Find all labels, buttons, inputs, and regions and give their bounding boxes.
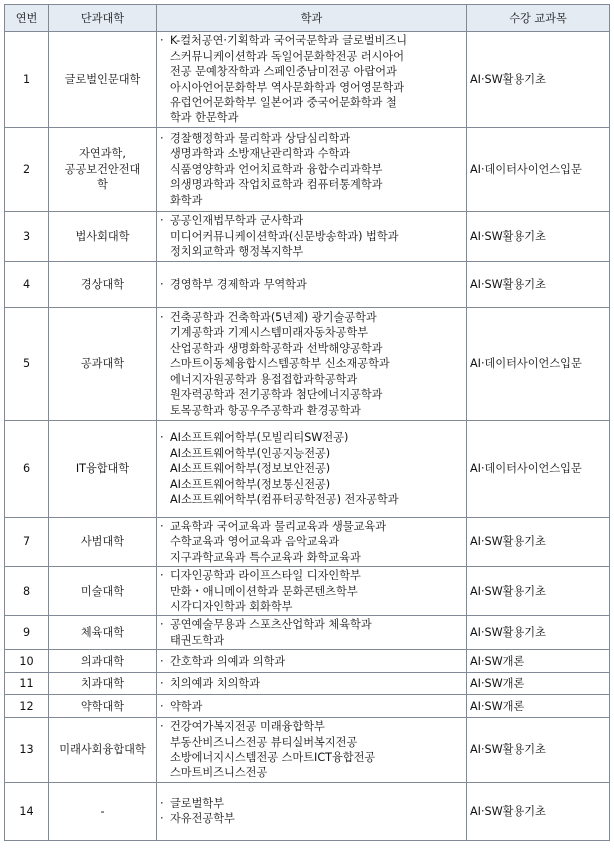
- college-name: 약학대학: [49, 695, 157, 718]
- department-list: [157, 32, 467, 128]
- department-lines: [170, 796, 463, 811]
- department-item: [160, 719, 463, 781]
- department-text: 스마트이동체융합시스템공학부 신소재공학과: [170, 357, 390, 371]
- department-list: [157, 262, 467, 308]
- department-lines: [170, 277, 463, 292]
- department-text: 자유전공학부: [170, 812, 235, 826]
- department-text: 스마트비즈니스전공: [170, 766, 268, 780]
- bullet-mark: ·: [160, 277, 164, 291]
- course-name: AI·SW활용기초: [467, 262, 610, 308]
- course-name: AI·SW활용기초: [467, 718, 610, 783]
- department-text: 지구과학교육과 특수교육과 화학교육과: [170, 550, 361, 564]
- college-name: 체육대학: [49, 616, 157, 650]
- course-name: AI·데이터사이언스입문: [467, 421, 610, 518]
- course-name: AI·데이터사이언스입문: [467, 308, 610, 421]
- college-name: 의과대학: [49, 650, 157, 673]
- row-number: 1: [5, 32, 49, 128]
- table-row: [5, 650, 610, 673]
- department-lines: [170, 719, 463, 781]
- college-name: 글로벌인문대학: [49, 32, 157, 128]
- header-no: 연번: [5, 5, 49, 32]
- department-item: [160, 310, 463, 418]
- department-text: 소방에너지시스템전공 스마트ICT융합전공: [170, 751, 376, 765]
- college-name: -: [49, 782, 157, 840]
- department-item: [160, 617, 463, 648]
- header-course: 수강 교과목: [467, 5, 610, 32]
- college-name: 미래사회융합대학: [49, 718, 157, 783]
- department-text: AI소프트웨어학부(정보통신전공): [170, 477, 331, 491]
- department-text: 식품영양학과 언어치료학과 융합수리과학부: [170, 162, 383, 176]
- department-item: [160, 654, 463, 669]
- department-text: 미디어커뮤니케이션학과(신문방송학과) 법학과: [170, 229, 399, 243]
- row-number: 12: [5, 695, 49, 718]
- bullet-mark: ·: [160, 569, 164, 583]
- department-text: AI소프트웨어학부(정보보안전공): [170, 462, 331, 476]
- row-number: 9: [5, 616, 49, 650]
- department-lines: [170, 654, 463, 669]
- table-row: [5, 212, 610, 262]
- department-text: AI소프트웨어학부(모빌리티SW전공): [170, 431, 349, 445]
- bullet-mark: ·: [160, 654, 164, 668]
- department-text: 아시아언어문화학부 역사문화학과 영어영문학과: [170, 80, 405, 94]
- department-text: 공연예술무용과 스포츠산업학과 체육학과: [170, 618, 372, 632]
- department-lines: [170, 33, 463, 125]
- department-lines: [170, 811, 463, 826]
- department-list: [157, 518, 467, 567]
- department-text: 간호학과 의예과 의학과: [170, 654, 286, 668]
- department-item: [160, 430, 463, 507]
- row-number: 6: [5, 421, 49, 518]
- course-name: AI·SW활용기초: [467, 782, 610, 840]
- department-text: 만화・애니메이션학과 문화콘텐츠학부: [170, 584, 358, 598]
- college-name: IT융합대학: [49, 421, 157, 518]
- curriculum-table: [4, 4, 610, 841]
- row-number: 14: [5, 782, 49, 840]
- row-number: 2: [5, 128, 49, 212]
- department-text: 기계공학과 기계시스템미래자동차공학부: [170, 326, 369, 340]
- department-text: K-컬처공연·기획학과 국어국문학과 글로벌비즈니: [170, 34, 408, 48]
- department-list: [157, 718, 467, 783]
- college-name: 공과대학: [49, 308, 157, 421]
- department-list: [157, 616, 467, 650]
- bullet-mark: ·: [160, 720, 164, 734]
- row-number: 10: [5, 650, 49, 673]
- department-text: AI소프트웨어학부(인공지능전공): [170, 446, 331, 460]
- department-text: 생명과학과 소방재난관리학과 수학과: [170, 147, 351, 161]
- table-row: [5, 616, 610, 650]
- department-text: 공공인재법무학과 군사학과: [170, 214, 304, 228]
- table-row: [5, 518, 610, 567]
- department-text: 교육학과 국어교육과 물리교육과 생물교육과: [170, 520, 387, 533]
- college-name: 경상대학: [49, 262, 157, 308]
- table-row: [5, 128, 610, 212]
- department-list: [157, 421, 467, 518]
- department-text: 유럽언어문화학부 일본어과 중국어문화학과 철: [170, 95, 397, 109]
- college-name: 치과대학: [49, 673, 157, 695]
- department-text: AI소프트웨어학부(컴퓨터공학전공) 전자공학과: [170, 493, 399, 507]
- department-list: [157, 650, 467, 673]
- department-text: 원자력공학과 전기공학과 첨단에너지공학과: [170, 388, 383, 402]
- table-row: [5, 567, 610, 616]
- row-number: 4: [5, 262, 49, 308]
- department-text: 에너지자원공학과 용접접합과학공학과: [170, 372, 358, 386]
- department-text: 태권도학과: [170, 633, 225, 647]
- department-list: [157, 308, 467, 421]
- department-text: 토목공학과 항공우주공학과 환경공학과: [170, 403, 361, 417]
- bullet-mark: ·: [160, 431, 164, 445]
- table-body: [5, 32, 610, 841]
- department-text: 약학과: [170, 699, 203, 713]
- bullet-mark: ·: [160, 618, 164, 632]
- department-list: [157, 212, 467, 262]
- header-row: [5, 5, 610, 32]
- department-text: 치의예과 치의학과: [170, 677, 261, 691]
- college-name: 법사회대학: [49, 212, 157, 262]
- department-lines: [170, 617, 463, 648]
- department-list: [157, 567, 467, 616]
- department-lines: [170, 131, 463, 208]
- bullet-mark: ·: [160, 311, 164, 325]
- department-item: [160, 796, 463, 811]
- course-name: AI·SW활용기초: [467, 567, 610, 616]
- department-item: [160, 131, 463, 208]
- department-item: [160, 33, 463, 125]
- department-text: 경영학부 경제학과 무역학과: [170, 277, 307, 291]
- bullet-mark: ·: [160, 796, 164, 810]
- department-text: 시각디자인학과 회화학부: [170, 600, 293, 614]
- department-text: 디자인공학과 라이프스타일 디자인학부: [170, 569, 361, 583]
- bullet-mark: ·: [160, 699, 164, 713]
- bullet-mark: ·: [160, 520, 164, 533]
- department-item: [160, 519, 463, 565]
- department-item: [160, 699, 463, 714]
- course-name: AI·데이터사이언스입문: [467, 128, 610, 212]
- department-text: 화학과: [170, 193, 203, 207]
- department-text: 건강여가복지전공 미래융합학부: [170, 720, 325, 734]
- row-number: 11: [5, 673, 49, 695]
- course-name: AI·SW활용기초: [467, 212, 610, 262]
- header-college: 단과대학: [49, 5, 157, 32]
- row-number: 8: [5, 567, 49, 616]
- bullet-mark: ·: [160, 812, 164, 826]
- department-list: [157, 128, 467, 212]
- row-number: 7: [5, 518, 49, 567]
- table-row: [5, 421, 610, 518]
- header-department: 학과: [157, 5, 467, 32]
- table-row: [5, 262, 610, 308]
- course-name: AI·SW활용기초: [467, 518, 610, 567]
- department-text: 전공 문예창작학과 스페인중남미전공 아랍어과: [170, 65, 397, 79]
- department-text: 의생명과학과 작업치료학과 컴퓨터통계학과: [170, 178, 383, 192]
- department-text: 수학교육과 영어교육과 음악교육과: [170, 535, 340, 549]
- department-lines: [170, 213, 463, 259]
- row-number: 13: [5, 718, 49, 783]
- department-text: 부동산비즈니스전공 뷰티실버복지전공: [170, 735, 358, 749]
- department-item: [160, 811, 463, 826]
- department-list: [157, 695, 467, 718]
- department-text: 스커뮤니케이션학과 독일어문화학전공 러시아어: [170, 49, 405, 63]
- college-name: 사범대학: [49, 518, 157, 567]
- bullet-mark: ·: [160, 214, 164, 228]
- department-item: [160, 568, 463, 614]
- college-name: 자연과학, 공공보건안전대 학: [49, 128, 157, 212]
- department-text: 건축공학과 건축학과(5년제) 광기술공학과: [170, 311, 377, 325]
- department-lines: [170, 430, 463, 507]
- table-row: [5, 308, 610, 421]
- department-lines: [170, 568, 463, 614]
- department-lines: [170, 310, 463, 418]
- department-lines: [170, 519, 463, 565]
- bullet-mark: ·: [160, 34, 164, 48]
- department-item: [160, 213, 463, 259]
- row-number: 5: [5, 308, 49, 421]
- table-row: [5, 695, 610, 718]
- course-name: AI·SW개론: [467, 650, 610, 673]
- department-text: 산업공학과 생명화학공학과 선박해양공학과: [170, 341, 383, 355]
- department-text: 경찰행정학과 물리학과 상담심리학과: [170, 131, 351, 145]
- department-item: [160, 277, 463, 292]
- department-lines: [170, 676, 463, 691]
- department-text: 학과 한문학과: [170, 111, 239, 125]
- bullet-mark: ·: [160, 131, 164, 145]
- table-row: [5, 718, 610, 783]
- bullet-mark: ·: [160, 677, 164, 691]
- table-row: [5, 782, 610, 840]
- course-name: AI·SW활용기초: [467, 616, 610, 650]
- course-name: AI·SW개론: [467, 673, 610, 695]
- college-name: 미술대학: [49, 567, 157, 616]
- department-lines: [170, 699, 463, 714]
- table-row: [5, 673, 610, 695]
- department-text: 글로벌학부: [170, 796, 225, 810]
- row-number: 3: [5, 212, 49, 262]
- department-list: [157, 782, 467, 840]
- course-name: AI·SW활용기초: [467, 32, 610, 128]
- department-item: [160, 676, 463, 691]
- department-text: 정치외교학과 행정복지학부: [170, 245, 304, 259]
- department-list: [157, 673, 467, 695]
- course-name: AI·SW개론: [467, 695, 610, 718]
- table-row: [5, 32, 610, 128]
